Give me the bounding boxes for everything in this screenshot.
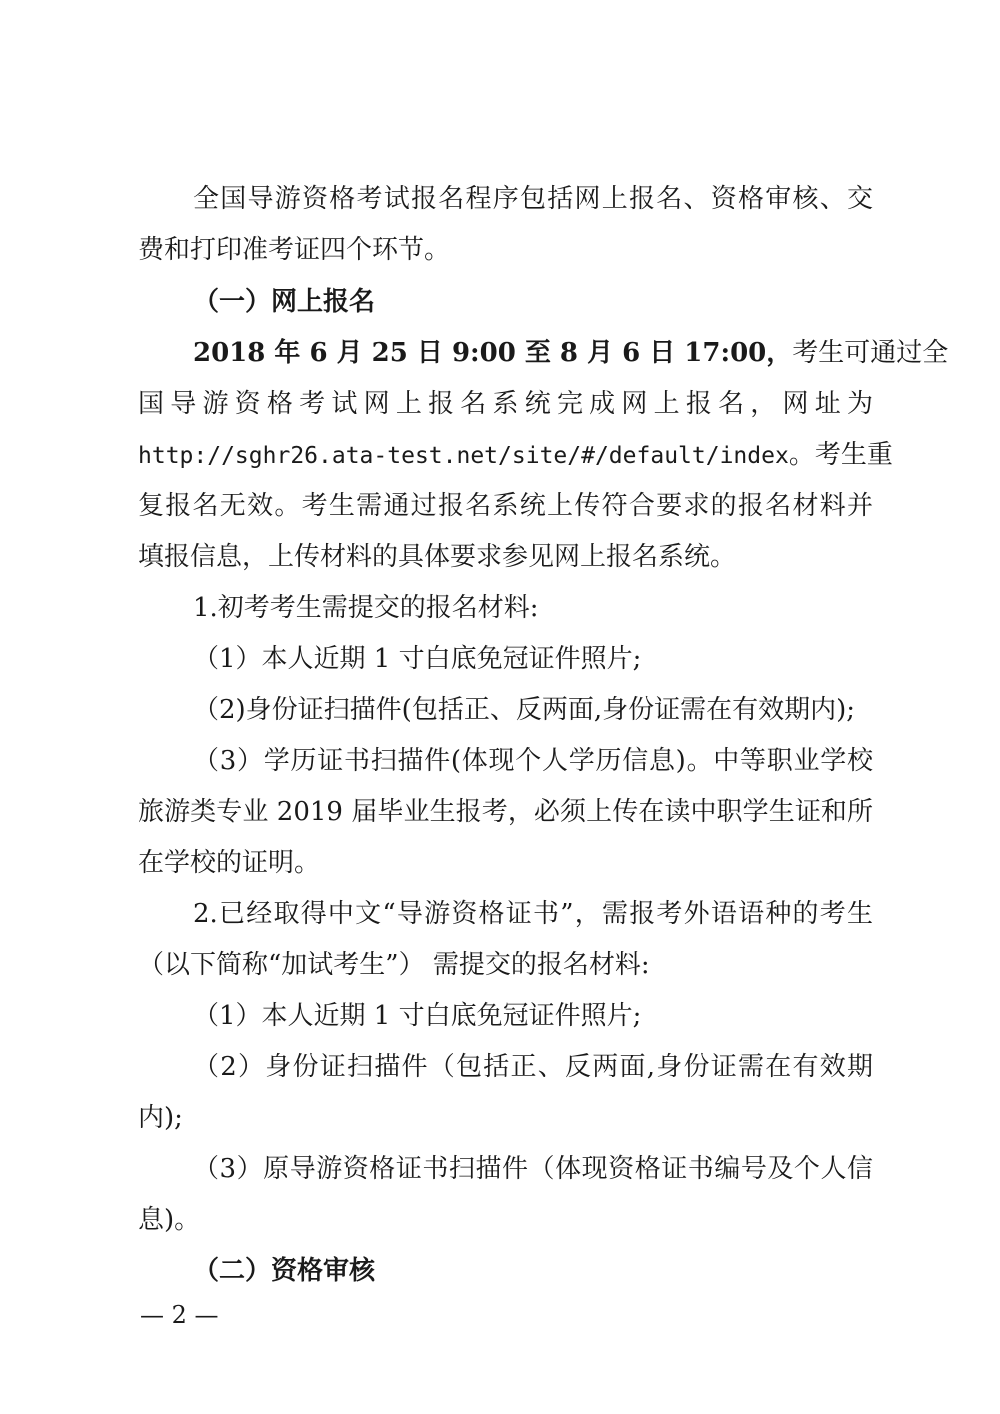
- online-line-4: 复报名无效。考生需通过报名系统上传符合要求的报名材料并: [138, 491, 873, 521]
- item1-sub3-line1: （3）学历证书扫描件(体现个人学历信息)。中等职业学校: [193, 746, 873, 776]
- intro-line-1: 全国导游资格考试报名程序包括网上报名、资格审核、交: [193, 184, 873, 214]
- item1-sub1: （1）本人近期 1 寸白底免冠证件照片;: [193, 644, 642, 674]
- online-line-1-rest: 考生可通过全: [792, 338, 949, 368]
- online-line-2: 国导游资格考试网上报名系统完成网上报名，网址为: [138, 389, 873, 419]
- online-line-5: 填报信息，上传材料的具体要求参见网上报名系统。: [138, 542, 737, 572]
- registration-url[interactable]: http://sghr26.ata-test.net/site/#/default/index: [138, 443, 789, 469]
- online-line-1: [193, 336, 949, 370]
- registration-dates: 2018 年 6 月 25 日 9:00 至 8 月 6 日 17:00，: [193, 338, 793, 368]
- item2-sub3-line1: （3）原导游资格证书扫描件（体现资格证书编号及个人信: [193, 1154, 873, 1184]
- item1-sub3-line3: 在学校的证明。: [138, 848, 321, 878]
- online-line-3: [138, 438, 893, 473]
- page-number: — 2 —: [140, 1301, 219, 1329]
- online-line-3-rest: 。考生重: [788, 440, 893, 470]
- item2-sub1: （1）本人近期 1 寸白底免冠证件照片;: [193, 1001, 642, 1031]
- item2-title-line2: （以下简称“加试考生”） 需提交的报名材料:: [138, 950, 650, 980]
- item2-title-line1: 2.已经取得中文“导游资格证书”，需报考外语语种的考生: [193, 899, 873, 929]
- item2-sub2-line2: 内);: [138, 1103, 183, 1133]
- intro-line-2: 费和打印准考证四个环节。: [138, 235, 451, 265]
- item1-sub2: （2)身份证扫描件(包括正、反两面,身份证需在有效期内);: [193, 695, 855, 725]
- item2-sub2-line1: （2）身份证扫描件（包括正、反两面,身份证需在有效期: [193, 1052, 873, 1082]
- item2-sub3-line2: 息)。: [138, 1205, 201, 1235]
- section-heading-online-registration: （一）网上报名: [193, 287, 376, 317]
- section-heading-qualification-review: （二）资格审核: [193, 1256, 376, 1286]
- item1-title: 1.初考考生需提交的报名材料:: [193, 593, 539, 623]
- item1-sub3-line2: 旅游类专业 2019 届毕业生报考，必须上传在读中职学生证和所: [138, 797, 873, 827]
